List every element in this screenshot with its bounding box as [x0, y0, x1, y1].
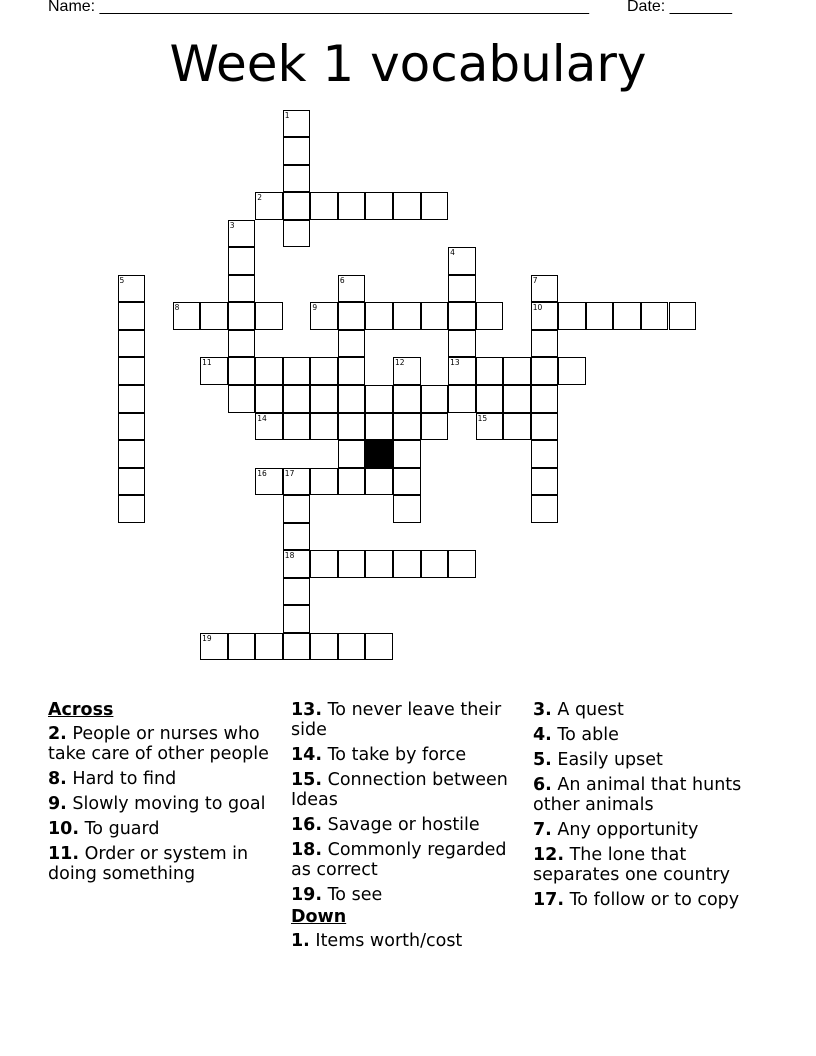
grid-cell[interactable]	[393, 413, 421, 441]
clue-number: 19	[202, 633, 212, 643]
grid-cell[interactable]	[283, 357, 311, 385]
grid-cell[interactable]	[338, 385, 366, 413]
grid-cell[interactable]	[283, 220, 311, 248]
clue-number: 15	[477, 413, 488, 423]
grid-cell[interactable]	[365, 633, 393, 661]
clue-across-2: 2. People or nurses who take care of other people	[48, 724, 269, 764]
grid-cell[interactable]	[365, 302, 393, 330]
grid-cell[interactable]	[531, 468, 559, 496]
grid-cell[interactable]	[283, 633, 311, 661]
grid-cell[interactable]	[365, 413, 393, 441]
grid-cell[interactable]	[365, 385, 393, 413]
grid-cell[interactable]	[255, 385, 283, 413]
clue-across-15: 15. Connection between Ideas	[291, 770, 508, 810]
grid-cell[interactable]	[118, 302, 146, 330]
grid-cell[interactable]	[338, 302, 366, 330]
grid-cell[interactable]	[338, 633, 366, 661]
clue-number: 16	[257, 468, 267, 478]
grid-cell[interactable]	[393, 550, 421, 578]
clue-column-2	[291, 700, 521, 956]
clue-across-18: 18. Commonly regarded as correct	[291, 840, 507, 880]
grid-cell[interactable]	[531, 385, 559, 413]
clue-across-10: 10. To guard	[48, 819, 160, 839]
grid-cell[interactable]	[641, 302, 669, 330]
grid-cell[interactable]	[255, 633, 283, 661]
clue-column-3	[533, 700, 763, 915]
grid-cell[interactable]	[393, 495, 421, 523]
clue-across-19: 19. To see	[291, 885, 383, 905]
grid-cell[interactable]	[283, 385, 311, 413]
clue-down-17: 17. To follow or to copy	[533, 890, 740, 910]
grid-cell[interactable]	[228, 220, 256, 248]
clue-number: 3	[229, 220, 235, 230]
grid-cell[interactable]	[421, 413, 449, 441]
grid-cell[interactable]	[310, 192, 338, 220]
grid-cell[interactable]	[118, 413, 146, 441]
clue-number: 18	[284, 551, 295, 561]
clue-across-9: 9. Slowly moving to goal	[48, 794, 266, 814]
grid-cell[interactable]	[310, 633, 338, 661]
grid-cell[interactable]	[531, 495, 559, 523]
clue-down-5: 5. Easily upset	[533, 750, 663, 770]
clue-number: 12	[395, 358, 405, 368]
grid-cell[interactable]	[310, 468, 338, 496]
grid-cell[interactable]	[586, 302, 614, 330]
grid-cell[interactable]	[283, 495, 311, 523]
grid-cell[interactable]	[228, 275, 256, 303]
grid-cell[interactable]	[255, 192, 283, 220]
date-field[interactable]: Date: _______	[627, 0, 732, 15]
clue-number: 4	[450, 248, 455, 258]
grid-cell[interactable]	[228, 385, 256, 413]
grid-cell[interactable]	[338, 357, 366, 385]
clue-number: 11	[202, 358, 212, 368]
grid-cell[interactable]	[448, 357, 476, 385]
grid-cell[interactable]	[338, 330, 366, 358]
grid-cell[interactable]	[393, 440, 421, 468]
grid-cell[interactable]	[421, 192, 449, 220]
grid-cell[interactable]	[338, 468, 366, 496]
grid-cell[interactable]	[338, 275, 366, 303]
page-title: Week 1 vocabulary	[169, 35, 647, 93]
grid-cell[interactable]	[531, 357, 559, 385]
grid-cell[interactable]	[421, 550, 449, 578]
clue-down-12: 12. The lone that separates one country	[533, 845, 730, 885]
grid-cell[interactable]	[283, 523, 311, 551]
grid-cell[interactable]	[531, 330, 559, 358]
grid-cell[interactable]	[283, 137, 311, 165]
grid-cell[interactable]	[118, 275, 146, 303]
clue-across-14: 14. To take by force	[291, 745, 467, 765]
clue-number: 10	[532, 303, 543, 313]
grid-cell[interactable]	[118, 385, 146, 413]
grid-cell[interactable]	[476, 302, 504, 330]
grid-cell[interactable]	[283, 413, 311, 441]
grid-cell[interactable]	[531, 413, 559, 441]
grid-cell[interactable]	[200, 633, 228, 661]
grid-cell[interactable]	[283, 468, 311, 496]
grid-cell[interactable]	[476, 357, 504, 385]
clue-number: 8	[174, 303, 180, 313]
grid-cell[interactable]	[118, 495, 146, 523]
grid-cell[interactable]	[613, 302, 641, 330]
grid-cell[interactable]	[283, 578, 311, 606]
grid-cell[interactable]	[228, 302, 256, 330]
clue-down-7: 7. Any opportunity	[533, 820, 699, 840]
grid-cell[interactable]	[310, 385, 338, 413]
grid-cell[interactable]	[255, 357, 283, 385]
clue-down-4: 4. To able	[533, 725, 619, 745]
grid-cell[interactable]	[255, 468, 283, 496]
grid-cell[interactable]	[421, 385, 449, 413]
grid-cell[interactable]	[448, 275, 476, 303]
clue-down-3: 3. A quest	[533, 700, 624, 720]
grid-cell[interactable]	[310, 357, 338, 385]
clue-number: 14	[257, 413, 267, 423]
grid-cell[interactable]	[503, 357, 531, 385]
grid-cell[interactable]	[365, 550, 393, 578]
grid-cell[interactable]	[531, 440, 559, 468]
down-heading: Down	[291, 907, 347, 927]
clue-across-16: 16. Savage or hostile	[291, 815, 480, 835]
grid-cell[interactable]	[448, 550, 476, 578]
grid-cell[interactable]	[118, 468, 146, 496]
grid-cell[interactable]	[393, 302, 421, 330]
grid-cell[interactable]	[448, 302, 476, 330]
grid-cell[interactable]	[255, 302, 283, 330]
grid-cell[interactable]	[200, 357, 228, 385]
clue-column-1	[48, 700, 278, 889]
grid-cell[interactable]	[365, 468, 393, 496]
grid-cell[interactable]	[310, 413, 338, 441]
across-heading: Across	[48, 700, 114, 720]
grid-cell[interactable]	[558, 357, 586, 385]
grid-cell[interactable]	[118, 330, 146, 358]
grid-cell[interactable]	[669, 302, 697, 330]
grid-cell[interactable]	[365, 192, 393, 220]
grid-cell[interactable]	[228, 330, 256, 358]
grid-cell[interactable]	[310, 550, 338, 578]
grid-cell[interactable]	[118, 440, 146, 468]
clue-number: 5	[119, 275, 125, 285]
grid-cell[interactable]	[421, 302, 449, 330]
grid-cell[interactable]	[283, 110, 311, 138]
grid-cell[interactable]	[393, 468, 421, 496]
clue-across-11: 11. Order or system in doing something	[48, 844, 249, 884]
clue-down-6: 6. An animal that hunts other animals	[533, 775, 742, 815]
grid-cell[interactable]	[448, 385, 476, 413]
clue-number: 7	[532, 275, 538, 285]
grid-cell[interactable]	[393, 385, 421, 413]
clue-number: 1	[284, 110, 290, 120]
grid-cell[interactable]	[283, 605, 311, 633]
grid-cell[interactable]	[393, 192, 421, 220]
grid-cell[interactable]	[283, 165, 311, 193]
grid-cell[interactable]	[476, 385, 504, 413]
grid-cell[interactable]	[476, 413, 504, 441]
grid-cell[interactable]	[283, 550, 311, 578]
name-field[interactable]: Name: _______________________________________________________	[48, 0, 589, 15]
grid-cell[interactable]	[531, 275, 559, 303]
grid-cell[interactable]	[503, 413, 531, 441]
grid-cell[interactable]	[310, 302, 338, 330]
grid-cell[interactable]	[118, 357, 146, 385]
grid-cell[interactable]	[200, 302, 228, 330]
clue-number: 13	[450, 358, 460, 368]
grid-cell[interactable]	[448, 247, 476, 275]
grid-cell[interactable]	[338, 192, 366, 220]
grid-cell[interactable]	[393, 357, 421, 385]
grid-cell[interactable]	[228, 633, 256, 661]
grid-cell[interactable]	[283, 192, 311, 220]
grid-cell[interactable]	[173, 302, 201, 330]
grid-cell[interactable]	[531, 302, 559, 330]
grid-cell[interactable]	[338, 440, 366, 468]
clue-number: 17	[284, 468, 295, 478]
clue-number: 9	[312, 303, 318, 313]
grid-cell[interactable]	[255, 413, 283, 441]
clue-down-1: 1. Items worth/cost	[291, 931, 463, 951]
grid-cell[interactable]	[558, 302, 586, 330]
grid-cell[interactable]	[503, 385, 531, 413]
grid-cell[interactable]	[228, 247, 256, 275]
grid-cell[interactable]	[448, 330, 476, 358]
grid-black-cell	[365, 440, 393, 468]
grid-cell[interactable]	[338, 413, 366, 441]
clue-across-8: 8. Hard to find	[48, 769, 177, 789]
clue-number: 6	[339, 275, 345, 285]
clue-across-13: 13. To never leave their side	[291, 700, 502, 740]
grid-cell[interactable]	[338, 550, 366, 578]
clue-number: 2	[257, 193, 263, 203]
grid-cell[interactable]	[228, 357, 256, 385]
